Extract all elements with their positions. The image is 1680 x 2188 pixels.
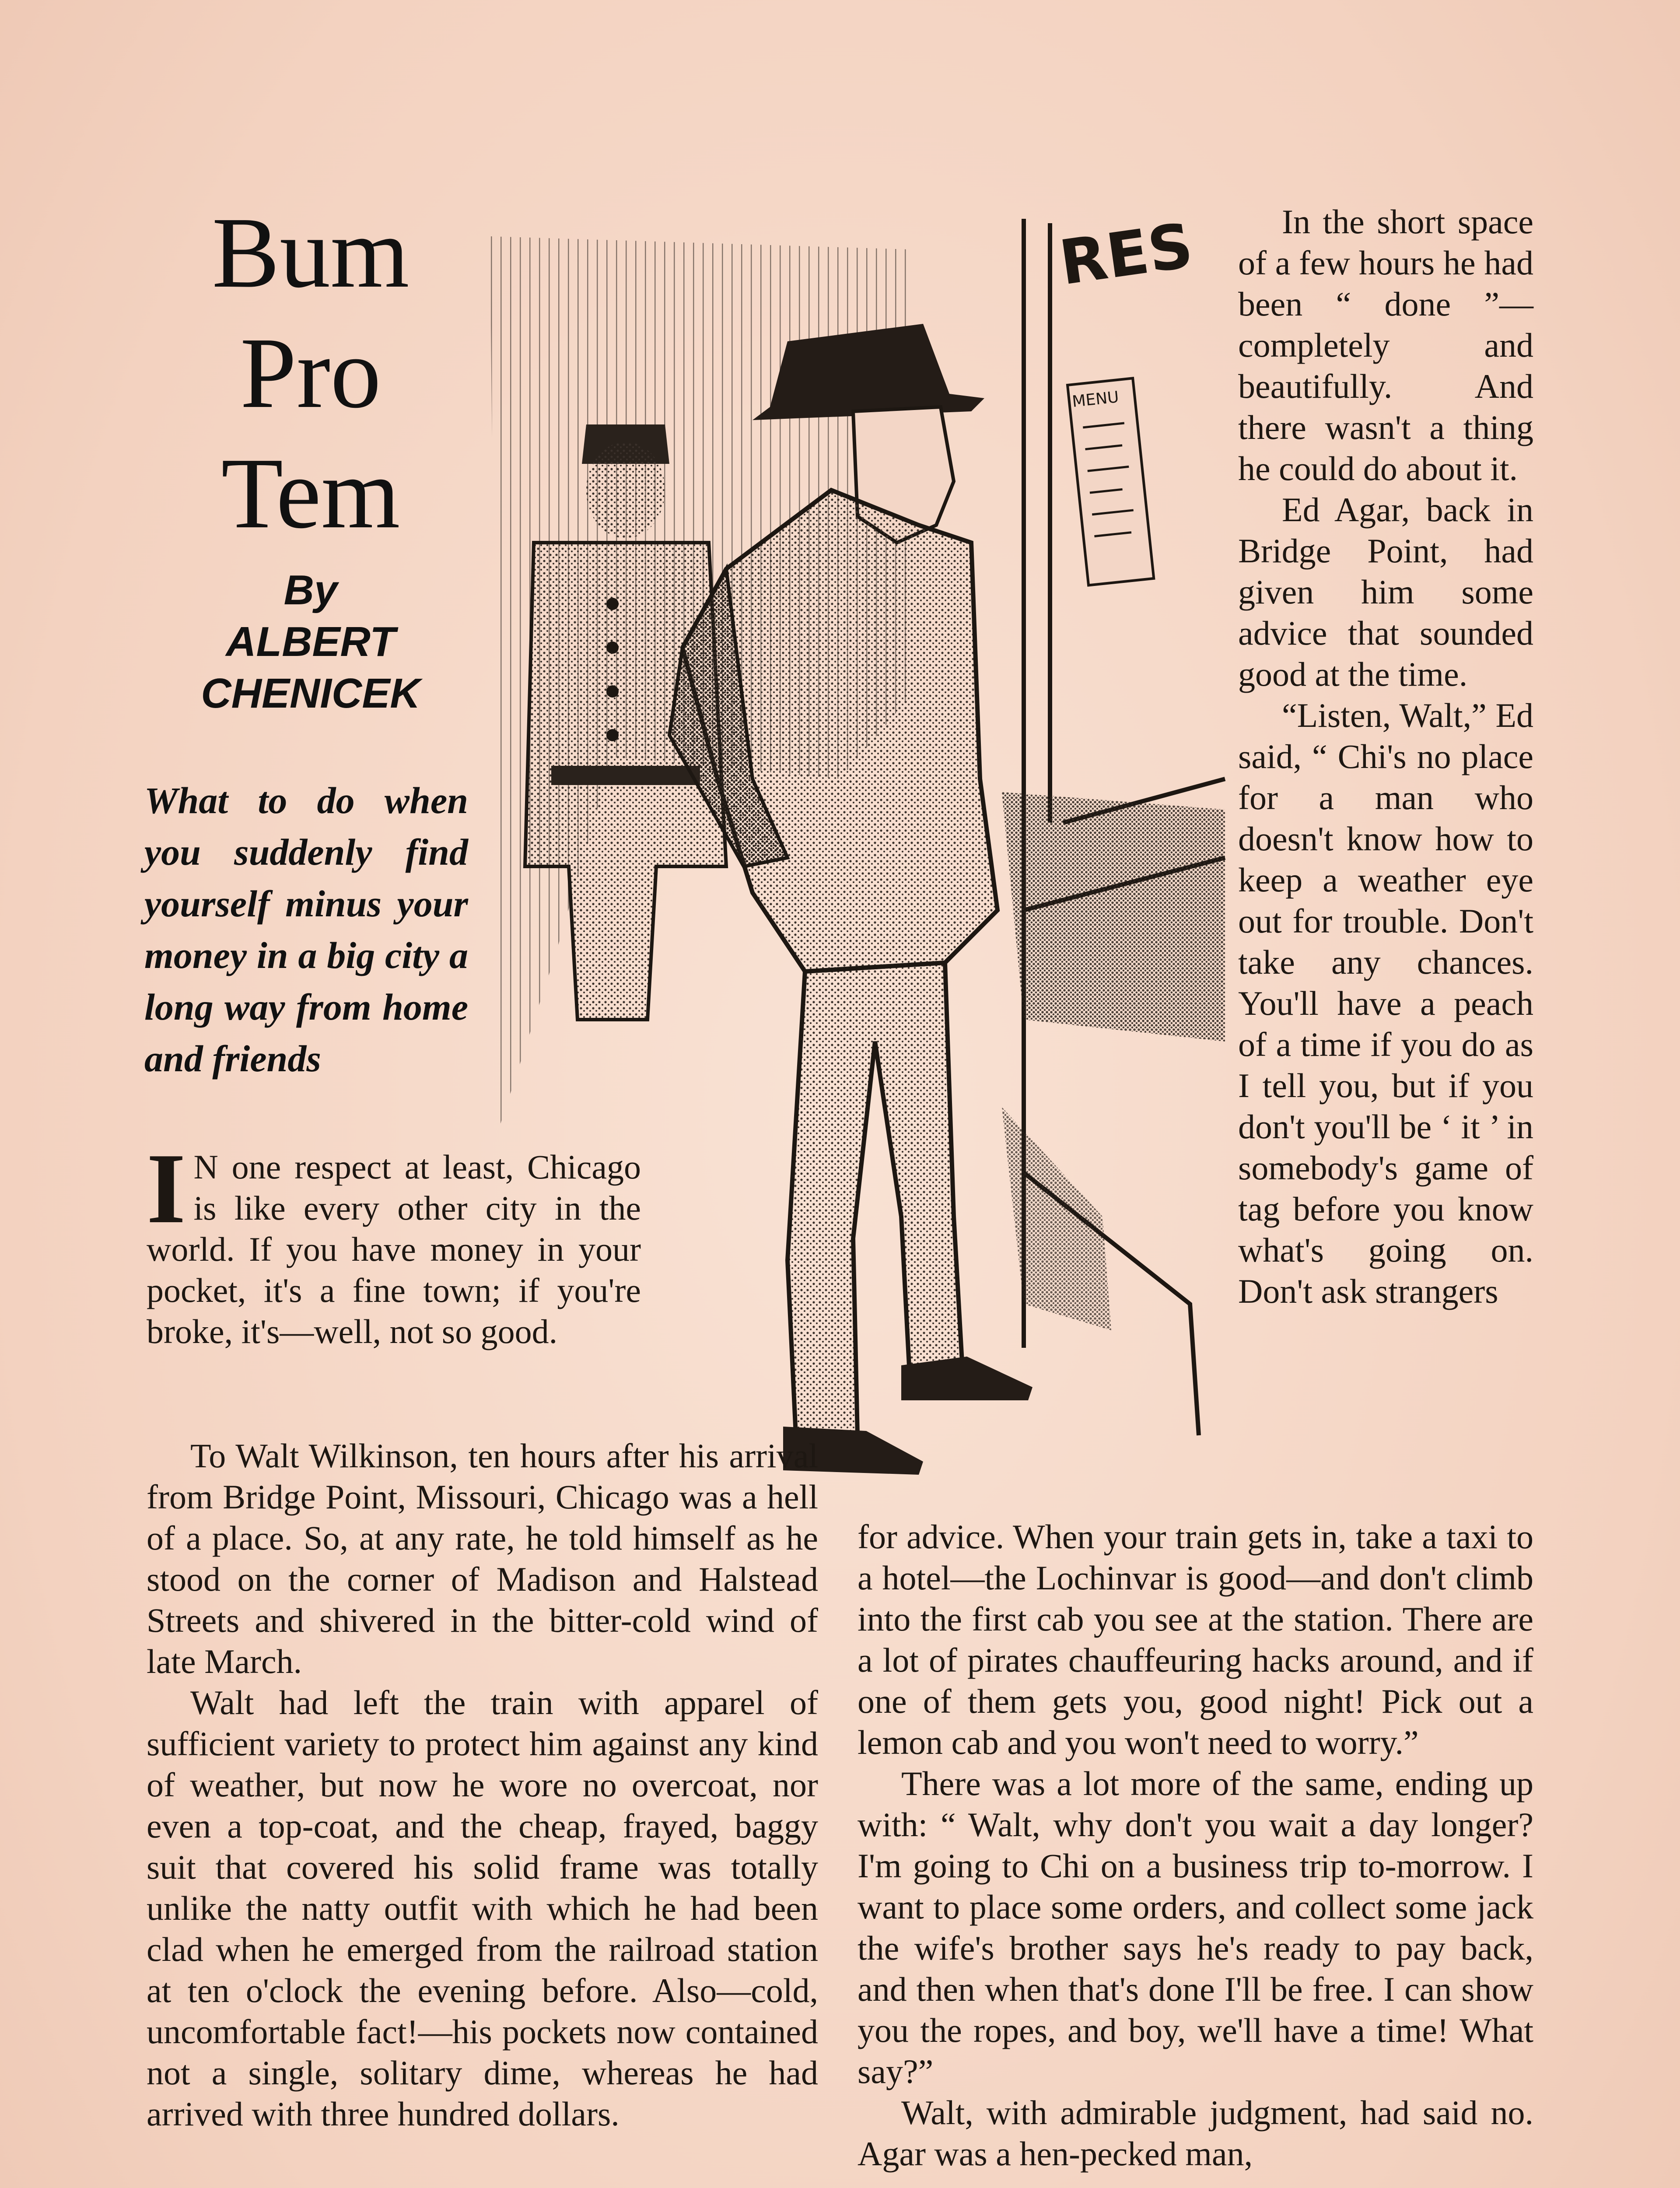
- paragraph-1-text: N one respect at least, Chicago is like every other city in the world. If you have money in your pocket, it's a fine town; if you're broke, it's—well, not so good.: [147, 1148, 641, 1350]
- body-column-left-top: [147, 1133, 641, 1352]
- title-line-2: Pro: [240, 317, 382, 429]
- paragraph-right-4: for advice. When your train gets in, take a taxi to a hotel—the Lochinvar is good—and don't climb into the first cab you see at the station. There are a lot of pirates chauffeuring hacks around, and if one of them gets you, good night! Pick out a lemon cab and you won't need to worry.”: [858, 1518, 1533, 1761]
- paragraph-right-1: In the short space of a few hours he had been “ done ”—completely and beautifully. And there wasn't a thing he could do about it.: [1238, 203, 1533, 487]
- window-sign-res: RES: [1055, 210, 1197, 299]
- paragraph-3: Walt had left the train with apparel of sufficient variety to protect him against any kind of weather, but now he wore no overcoat, nor even a top-coat, and the cheap, frayed, baggy suit that covered his solid frame was totally unlike the natty outfit with which he had been clad when he emerged from the railroad station at ten o'clock the evening before. Also—cold, uncomfortable fact!—his pockets now contained not a single, solitary dime, whereas he had arrived with three hundred dollars.: [147, 1683, 818, 2133]
- paragraph-2: To Walt Wilkinson, ten hours after his arrival from Bridge Point, Missouri, Chicago was a hell of a place. So, at any rate, he told himself as he stood on the corner of Madison and Halstead Streets and shivered in the bitter-cold wind of late March.: [147, 1437, 818, 1680]
- article-deck: What to do when you suddenly find yourself minus your money in a big city a long way from home and friends: [144, 779, 468, 1080]
- paragraph-right-3: “Listen, Walt,” Ed said, “ Chi's no place for a man who doesn't know how to keep a weather eye out for trouble. Don't take any chances. You'll have a peach of a time if you do as I tell you, but if you don't you'll be ‘ it ’ in somebody's game of tag before you know what's going on. Don't ask strangers: [1238, 696, 1533, 1310]
- body-column-right-top: [1238, 201, 1533, 1312]
- menu-card-label: MENU: [1071, 388, 1120, 411]
- paragraph-right-6: Walt, with admirable judgment, had said no. Agar was a hen-pecked man,: [858, 2093, 1533, 2173]
- drop-cap: I: [147, 1133, 186, 1244]
- body-column-left-bottom: [147, 1435, 818, 2135]
- body-column-right-bottom: [858, 1516, 1533, 2174]
- paragraph-right-5: There was a lot more of the same, ending up with: “ Walt, why don't you wait a day longer? I'm going to Chi on a business trip to-morrow. I want to place some orders, and collect some jack the wife's brother says he's ready to pay back, and then when that's done I'll be free. I can show you the ropes, and boy, we'll have a time! What say?”: [858, 1764, 1533, 2090]
- menu-card: [1068, 378, 1154, 585]
- byline: [166, 565, 455, 719]
- paragraph-right-2: Ed Agar, back in Bridge Point, had given him some advice that sounded good at the time.: [1238, 491, 1533, 693]
- byline-by: By: [284, 567, 338, 614]
- title-line-1: Bum: [212, 196, 410, 309]
- author-last-name: CHENICEK: [201, 670, 420, 717]
- paragraph-1: [147, 1133, 641, 1352]
- author-first-name: ALBERT: [226, 618, 396, 665]
- article-title: [144, 193, 477, 554]
- title-line-3: Tem: [221, 437, 400, 550]
